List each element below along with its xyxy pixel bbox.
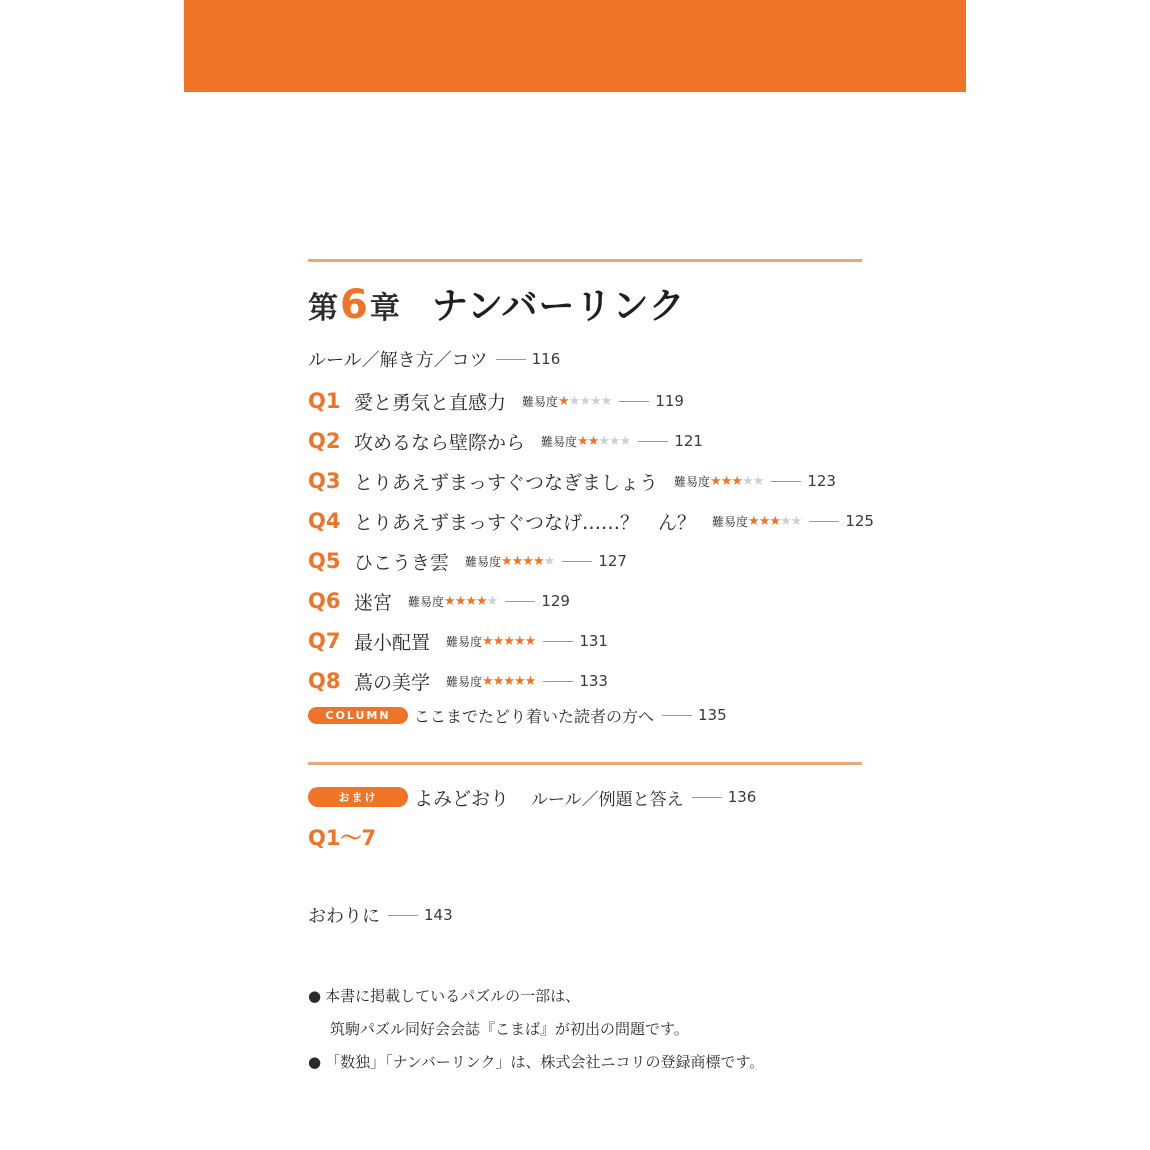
leader-line [562,561,592,562]
leader-line [692,797,722,798]
question-title: ひこうき雲 [354,551,450,574]
leader-line [809,521,839,522]
chapter-heading [308,278,686,328]
omake-range-label: Q1～7 [308,826,377,850]
question-entry [308,466,836,496]
question-entry [308,666,608,696]
star-empty-icon: ★ [598,433,609,449]
column-entry [308,700,727,730]
star-filled-icon: ★ [720,473,732,489]
star-filled-icon: ★ [710,473,721,489]
star-empty-icon: ★ [790,513,802,529]
star-empty-icon: ★ [619,433,631,449]
difficulty-label: 難易度 [465,554,502,569]
star-filled-icon: ★ [482,633,493,649]
question-page: 123 [807,472,836,490]
star-empty-icon: ★ [568,393,580,409]
question-label: Q7 [308,629,341,653]
question-label: Q1 [308,389,341,413]
star-empty-icon: ★ [543,553,555,569]
star-filled-icon: ★ [524,633,536,649]
leader-line [505,601,535,602]
star-filled-icon: ★ [503,633,514,649]
rules-label: ルール／解き方／コツ [308,350,488,371]
bullet-icon: ● [308,1053,322,1071]
note-2-text: 「数独」「ナンバーリンク」は、株式会社ニコリの登録商標です。 [325,1053,765,1071]
star-filled-icon: ★ [758,513,770,529]
note-2 [308,1046,764,1079]
star-empty-icon: ★ [600,393,612,409]
omake-title: よみどおり [414,787,510,810]
star-empty-icon: ★ [752,473,764,489]
leader-line [619,401,649,402]
question-label: Q5 [308,549,341,573]
leader-line [496,359,526,360]
star-filled-icon: ★ [482,673,493,689]
star-empty-icon: ★ [742,473,753,489]
difficulty-label: 難易度 [712,514,749,529]
leader-line [388,915,418,916]
star-filled-icon: ★ [769,513,780,529]
star-filled-icon: ★ [533,553,544,569]
star-filled-icon: ★ [492,673,504,689]
star-empty-icon: ★ [590,393,601,409]
omake-range [308,822,376,852]
question-entry [308,506,874,536]
difficulty-stars [501,554,554,569]
leader-line [543,641,573,642]
question-title: とりあえずまっすぐつなげ……？ ん？ [354,511,697,534]
question-entry [308,386,684,416]
difficulty-stars [748,514,801,529]
difficulty-label: 難易度 [446,634,483,649]
star-empty-icon: ★ [579,393,590,409]
question-title: 攻めるなら壁際から [354,431,526,454]
star-filled-icon: ★ [476,593,487,609]
question-entry [308,546,627,576]
question-label: Q4 [308,509,341,533]
difficulty-label: 難易度 [541,434,578,449]
question-page: 133 [579,672,608,690]
star-filled-icon: ★ [492,633,504,649]
difficulty-stars [482,674,535,689]
question-label: Q6 [308,589,341,613]
chapter-title: ナンバーリンク [431,286,686,327]
question-page: 129 [541,592,570,610]
top-divider [308,259,862,262]
difficulty-stars [577,434,630,449]
note-1-cont-text: 筑駒パズル同好会会誌『こまば』が初出の問題です。 [330,1020,689,1038]
question-entry [308,586,570,616]
leader-line [543,681,573,682]
star-filled-icon: ★ [501,553,512,569]
question-entry [308,626,608,656]
bottom-divider [308,762,862,765]
star-filled-icon: ★ [587,433,599,449]
star-filled-icon: ★ [514,673,525,689]
star-empty-icon: ★ [486,593,498,609]
star-filled-icon: ★ [454,593,466,609]
rules-entry [308,344,560,374]
column-page: 135 [698,706,727,724]
column-badge: COLUMN [308,707,408,724]
question-page: 131 [579,632,608,650]
question-title: 最小配置 [354,631,431,654]
omake-badge: おまけ [308,787,408,807]
difficulty-label: 難易度 [408,594,445,609]
question-label: Q2 [308,429,341,453]
question-title: 愛と勇気と直感力 [354,391,507,414]
question-page: 127 [598,552,627,570]
star-filled-icon: ★ [558,393,569,409]
question-title: 蔦の美学 [354,671,431,694]
top-color-band [184,0,966,92]
omake-subtitle: ルール／例題と答え [531,789,684,810]
star-filled-icon: ★ [465,593,476,609]
question-title: 迷宮 [354,591,393,614]
difficulty-stars [710,474,763,489]
difficulty-stars [558,394,611,409]
leader-line [662,715,692,716]
star-filled-icon: ★ [577,433,588,449]
star-empty-icon: ★ [609,433,620,449]
chapter-number: 6 [340,282,368,328]
bullet-icon: ● [308,987,322,1005]
difficulty-stars [444,594,497,609]
leader-line [638,441,668,442]
chapter-suffix: 章 [369,291,400,326]
column-title: ここまでたどり着いた読者の方へ [414,706,655,726]
ending-page: 143 [424,906,453,924]
leader-line [771,481,801,482]
question-label: Q8 [308,669,341,693]
star-filled-icon: ★ [511,553,523,569]
ending-entry [308,900,453,930]
omake-entry [308,782,756,812]
difficulty-label: 難易度 [522,394,559,409]
omake-page: 136 [727,788,757,806]
note-1-text: 本書に掲載しているパズルの一部は、 [325,987,581,1005]
notes [308,980,764,1079]
difficulty-stars [482,634,535,649]
question-page: 119 [655,392,684,410]
star-filled-icon: ★ [731,473,742,489]
star-filled-icon: ★ [748,513,759,529]
question-title: とりあえずまっすぐつなぎましょう [354,471,659,494]
note-1 [308,980,764,1013]
question-page: 125 [845,512,874,530]
star-filled-icon: ★ [503,673,514,689]
ending-label: おわりに [308,906,380,927]
question-entry [308,426,703,456]
star-filled-icon: ★ [524,673,536,689]
star-filled-icon: ★ [514,633,525,649]
note-1-cont [308,1013,764,1046]
chapter-prefix: 第 [308,291,338,326]
question-label: Q3 [308,469,341,493]
question-page: 121 [674,432,703,450]
star-empty-icon: ★ [780,513,791,529]
star-filled-icon: ★ [444,593,455,609]
rules-page: 116 [531,350,561,368]
difficulty-label: 難易度 [446,674,483,689]
star-filled-icon: ★ [522,553,533,569]
difficulty-label: 難易度 [674,474,711,489]
